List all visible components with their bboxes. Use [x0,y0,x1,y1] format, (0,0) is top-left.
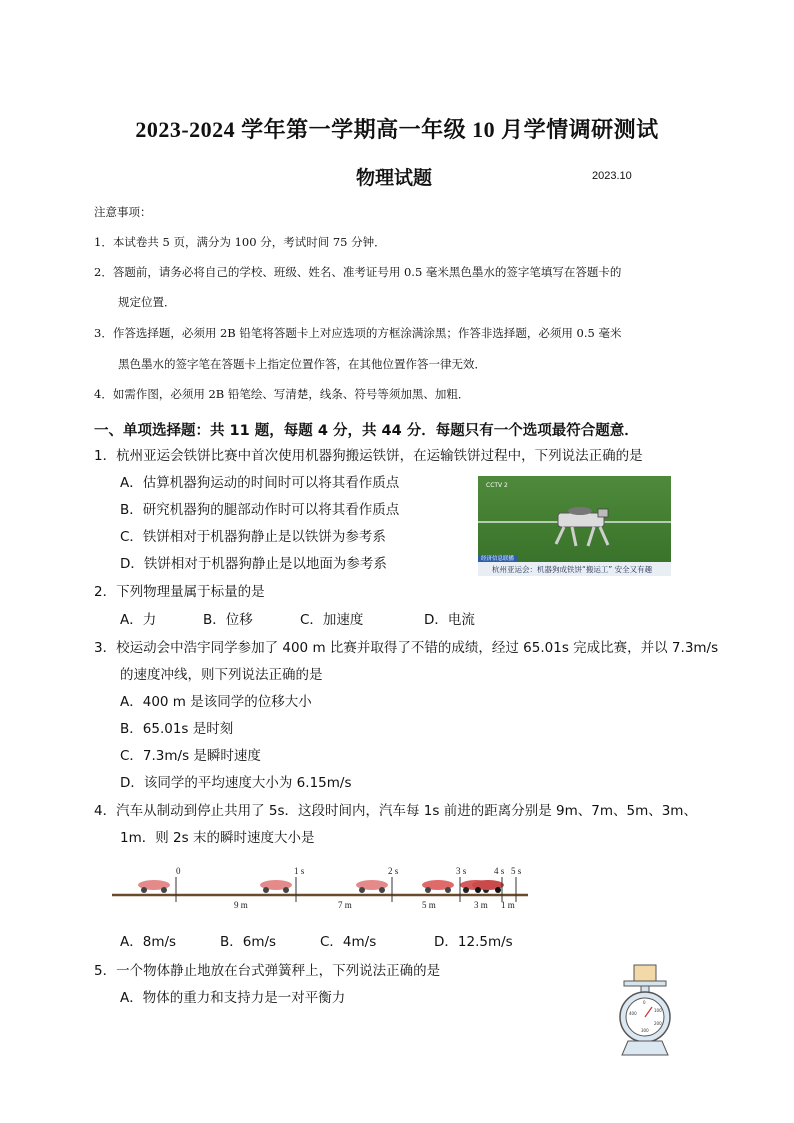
q2-option-b: B．位移 [203,612,253,628]
car-1 [260,880,292,893]
exam-date: 2023.10 [592,170,632,182]
q1-option-b: B．研究机器狗的腿部动作时可以将其看作质点 [120,502,400,518]
note-2: 2．答题前，请务必将自己的学校、班级、姓名、准考证号用 0.5 毫米黑色墨水的签字笔填写在答题卡的 [94,265,622,279]
distance-label-3: 3 m [474,900,488,910]
q2-option-c: C．加速度 [300,612,364,628]
q3-option-a: A．400 m 是该同学的位移大小 [120,694,312,710]
q1-option-c: C．铁饼相对于机器狗静止是以铁饼为参考系 [120,529,386,545]
time-label-0: 0 [176,866,181,876]
scale-base [622,1041,668,1055]
q1-stem: 1．杭州亚运会铁饼比赛中首次使用机器狗搬运铁饼，在运输铁饼过程中，下列说法正确的是 [94,448,643,464]
q4-option-c: C．4m/s [320,934,377,950]
q4-option-b: B．6m/s [220,934,277,950]
robot-dog-photo [478,476,671,576]
distance-label-4: 1 m [501,900,515,910]
q4-stem-cont: 1m．则 2s 末的瞬时速度大小是 [120,830,315,846]
car-3 [422,880,454,893]
q5-option-a: A．物体的重力和支持力是一对平衡力 [120,990,346,1006]
q2-option-d: D．电流 [424,612,475,628]
tv-logo: CCTV 2 [486,482,508,489]
note-4: 4．如需作图，必须用 2B 铅笔绘、写清楚，线条、符号等须加黑、加粗． [94,387,470,401]
q4-option-a: A．8m/s [120,934,177,950]
q4-option-d: D．12.5m/s [434,934,513,950]
q4-stem: 4．汽车从制动到停止共用了 5s．这段时间内，汽车每 1s 前进的距离分别是 9m、7m、5m、3m、 [94,803,697,819]
note-1: 1．本试卷共 5 页，满分为 100 分，考试时间 75 分钟． [94,235,386,249]
car-0 [138,880,170,893]
time-label-5: 5 s [511,866,522,876]
q3-option-d: D．该同学的平均速度大小为 6.15m/s [120,775,352,791]
distance-label-2: 5 m [422,900,436,910]
q2-option-a: A．力 [120,612,157,628]
note-3-cont: 黑色墨水的签字笔在答题卡上指定位置作答，在其他位置作答一律无效． [118,357,486,371]
q3-option-c: C．7.3m/s 是瞬时速度 [120,748,261,764]
spring-scale-figure [614,963,676,1059]
q2-stem: 2．下列物理量属于标量的是 [94,584,265,600]
exam-subtitle: 物理试题 [356,167,433,189]
dial-label-200: 200 [654,1021,662,1026]
q3-stem-cont: 的速度冲线，则下列说法正确的是 [120,667,323,683]
note-3: 3．作答选择题，必须用 2B 铅笔将答题卡上对应选项的方框涂满涂黑；作答非选择题，必须用 0.5 毫米 [94,326,622,340]
dial-label-0: 0 [643,1000,646,1005]
scale-pan [624,981,666,986]
time-label-1: 1 s [294,866,305,876]
dial-label-100: 100 [654,1008,662,1013]
exam-title: 2023-2024 学年第一学期高一年级 10 月学情调研测试 [135,117,659,142]
note-2-cont: 规定位置． [118,295,176,309]
time-label-4: 4 s [494,866,505,876]
time-label-3: 3 s [456,866,467,876]
car-2 [356,880,388,893]
q1-option-a: A．估算机器狗运动的时间时可以将其看作质点 [120,475,400,491]
photo-caption: 杭州亚运会：机器狗成铁饼“搬运工” 安全又有趣 [492,565,653,574]
time-label-2: 2 s [388,866,399,876]
q3-stem: 3．校运动会中浩宇同学参加了 400 m 比赛并取得了不错的成绩，经过 65.01s 完成比赛，并以 7.3m/s [94,640,719,656]
distance-label-0: 9 m [234,900,248,910]
object-block [634,965,656,981]
q5-stem: 5．一个物体静止地放在台式弹簧秤上，下列说法正确的是 [94,963,441,979]
braking-car-diagram [110,862,530,914]
section-heading: 一、单项选择题：共 11 题，每题 4 分，共 44 分．每题只有一个选项最符合题意． [94,423,639,439]
q3-option-b: B．65.01s 是时刻 [120,721,234,737]
notes-heading: 注意事项： [94,205,152,219]
q1-option-d: D．铁饼相对于机器狗静止是以地面为参考系 [120,556,387,572]
dial-label-300: 300 [641,1028,649,1033]
caption-tag: 经济信息联播 [481,556,515,562]
distance-label-1: 7 m [338,900,352,910]
dial-label-400: 400 [629,1011,637,1016]
